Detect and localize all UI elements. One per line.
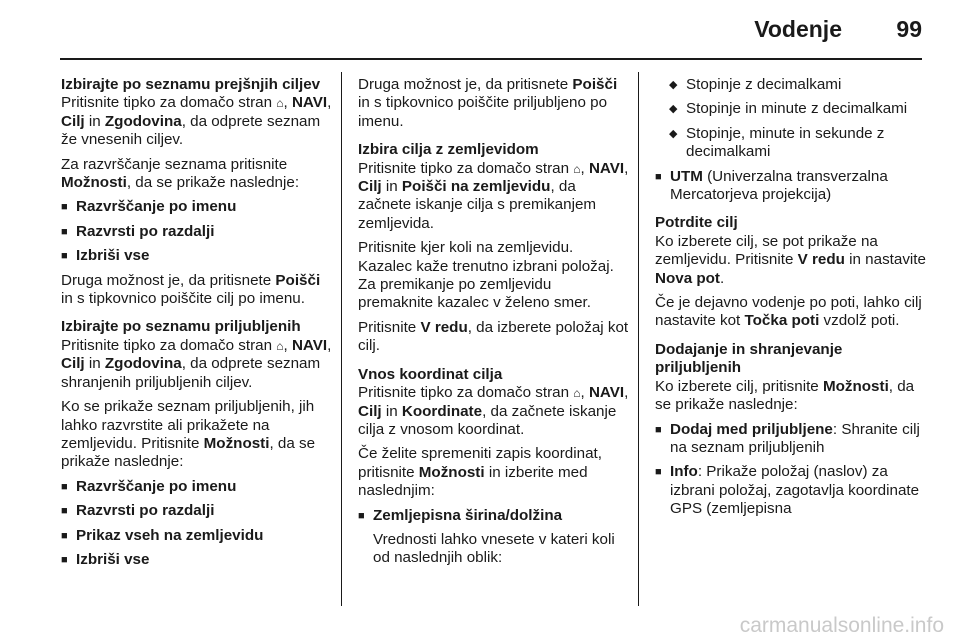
list-item: ■ Razvrsti po razdalji [61, 502, 333, 520]
page-title: Vodenje [754, 16, 842, 42]
paragraph: Pritisnite kjer koli na zemljevidu. Kazalec kaže trenutno izbrani položaj. Za premikanje po zemljevidu premaknite kazalec v želeno smer. [358, 239, 614, 312]
section-heading-confirm-destination: Potrdite cilj [655, 214, 738, 232]
column-2 [358, 76, 630, 574]
section-heading-save-favourites: Dodajanje in shranjevanje priljubljenih [655, 340, 843, 377]
paragraph: Pritisnite tipko za domačo stran ⌂, NAVI, Cilj in Zgodovina, da odprete seznam shranjenih priljubljenih ciljev. [61, 336, 332, 391]
home-icon: ⌂ [573, 161, 581, 176]
list-item: ■ Prikaz vseh na zemljevidu [61, 527, 333, 545]
paragraph: Za razvrščanje seznama pritisnite Možnosti, da se prikaže naslednje: [61, 155, 300, 192]
paragraph: Ko izberete cilj, se pot prikaže na zemljevidu. Pritisnite V redu in nastavite Nova pot. [655, 232, 926, 287]
header-rule [60, 58, 922, 60]
paragraph: Pritisnite tipko za domačo stran ⌂, NAVI, Cilj in Poišči na zemljevidu, da začnete iskanje cilja s premikanjem zemljevida. [358, 159, 629, 232]
option-list [655, 168, 927, 205]
paragraph: Pritisnite tipko za domačo stran ⌂, NAVI, Cilj in Koordinate, da začnete iskanje cilja z vnosom koordinat. [358, 384, 629, 438]
list-item: ◆ Stopinje, minute in sekunde z decimalkami [669, 125, 927, 162]
page-header [0, 0, 960, 62]
list-item: ■ Dodaj med priljubljene: Shranite cilj na seznam priljubljenih [655, 421, 927, 458]
home-icon: ⌂ [276, 338, 284, 353]
list-item: ■ Info: Prikaže položaj (naslov) za izbrani položaj, zagotavlja koordinate GPS (zemljepisna [655, 463, 927, 518]
paragraph: Druga možnost je, da pritisnete Poišči in s tipkovnico poiščite priljubljeno po imenu. [358, 76, 618, 130]
list-item: ■ Zemljepisna širina/dolžina [358, 507, 630, 525]
section-heading-map-destination: Izbira cilja z zemljevidom [358, 141, 539, 159]
format-list [655, 76, 927, 162]
list-item: ■ Izbriši vse [61, 551, 333, 569]
section-heading-previous-destinations: Izbirajte po seznamu prejšnjih ciljev [61, 76, 321, 93]
paragraph: Ko izberete cilj, pritisnite Možnosti, da se prikaže naslednje: [655, 377, 915, 414]
paragraph: Ko se prikaže seznam priljubljenih, jih lahko razvrstite ali prikažete na zemljevidu. Pritisnite Možnosti, da se prikaže naslednje: [61, 398, 316, 471]
list-item: ◆ Stopinje in minute z decimalkami [669, 100, 927, 118]
list-item: ■ UTM (Univerzalna transverzalna Mercatorjeva projekcija) [655, 168, 927, 205]
option-list [358, 507, 630, 525]
watermark: carmanualsonline.info [739, 614, 944, 637]
column-3 [655, 76, 927, 525]
list-item: ■ Razvrščanje po imenu [61, 478, 333, 496]
paragraph: Pritisnite tipko za domačo stran ⌂, NAVI, Cilj in Zgodovina, da odprete seznam že vnesenih ciljev. [61, 94, 332, 149]
page-number: 99 [896, 16, 922, 42]
option-list [655, 421, 927, 519]
home-icon: ⌂ [276, 96, 284, 111]
list-item: ■ Razvrščanje po imenu [61, 198, 333, 216]
list-item-description: Vrednosti lahko vnesete v kateri koli od naslednjih oblik: [373, 530, 615, 567]
paragraph: Pritisnite V redu, da izberete položaj kot cilj. [358, 318, 629, 355]
column-1 [61, 76, 333, 575]
list-item: ■ Izbriši vse [61, 247, 333, 265]
section-heading-coordinates: Vnos koordinat cilja [358, 365, 503, 383]
option-list [61, 478, 333, 570]
column-divider-2 [638, 72, 639, 606]
paragraph: Če želite spremeniti zapis koordinat, pritisnite Možnosti in izberite med naslednjim: [358, 445, 602, 500]
column-divider-1 [341, 72, 342, 606]
paragraph: Če je dejavno vodenje po poti, lahko cilj nastavite kot Točka poti vzdolž poti. [655, 294, 922, 330]
paragraph: Druga možnost je, da pritisnete Poišči in s tipkovnico poiščite cilj po imenu. [61, 271, 321, 308]
list-item: ◆ Stopinje z decimalkami [669, 76, 927, 94]
list-item: ■ Razvrsti po razdalji [61, 223, 333, 241]
section-heading-favourites: Izbirajte po seznamu priljubljenih [61, 318, 301, 336]
home-icon: ⌂ [573, 386, 581, 401]
option-list [61, 198, 333, 265]
